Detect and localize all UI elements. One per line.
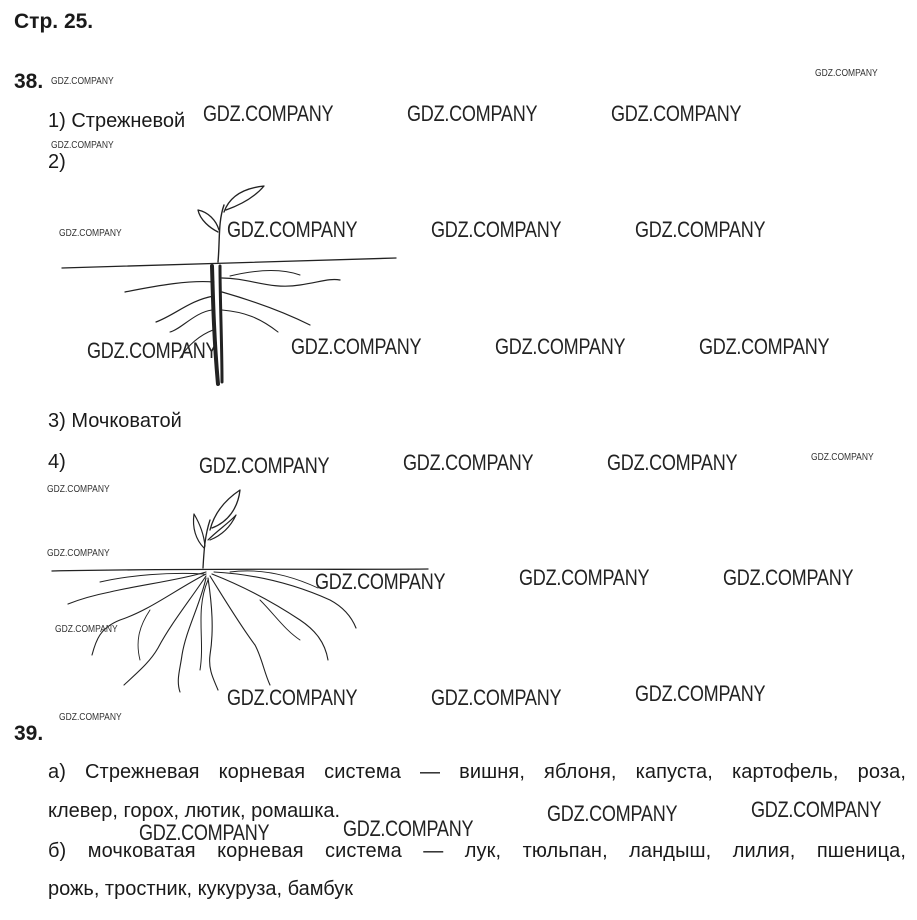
task-39-answer-a-line-2: клевер, горох, лютик, ромашка.: [48, 800, 341, 822]
task-38-number: 38.: [14, 70, 44, 93]
task-38-item-4: 4): [48, 451, 66, 473]
watermark: GDZ.COMPANY: [699, 334, 830, 359]
watermark: GDZ.COMPANY: [203, 101, 334, 126]
watermark: GDZ.COMPANY: [403, 450, 534, 475]
watermark: GDZ.COMPANY: [611, 101, 742, 126]
watermark: GDZ.COMPANY: [343, 816, 474, 841]
watermark: GDZ.COMPANY: [635, 217, 766, 242]
watermark: GDZ.COMPANY: [139, 820, 270, 845]
task-39-answer-b-line-2: рожь, тростник, кукуруза, бамбук: [48, 878, 354, 900]
watermark-small: GDZ.COMPANY: [55, 624, 118, 635]
task-39-answer-a-line-1: а) Стрежневая корневая система — вишня, яблоня, капуста, картофель, роза,: [48, 761, 906, 783]
watermark: GDZ.COMPANY: [431, 685, 562, 710]
task-38-item-1: 1) Стрежневой: [48, 110, 186, 132]
watermark: GDZ.COMPANY: [431, 217, 562, 242]
watermark: GDZ.COMPANY: [751, 797, 882, 822]
watermark: GDZ.COMPANY: [407, 101, 538, 126]
watermark: GDZ.COMPANY: [227, 217, 358, 242]
watermark: GDZ.COMPANY: [227, 685, 358, 710]
watermark: GDZ.COMPANY: [199, 453, 330, 478]
watermark-small: GDZ.COMPANY: [51, 76, 114, 87]
watermark-small: GDZ.COMPANY: [59, 712, 122, 723]
watermark: GDZ.COMPANY: [723, 565, 854, 590]
task-39-answer-b-line-1: б) мочковатая корневая система — лук, тюльпан, ландыш, лилия, пшеница,: [48, 840, 906, 862]
watermark-small: GDZ.COMPANY: [815, 68, 878, 79]
page-number: Стр. 25.: [14, 10, 94, 33]
watermark: GDZ.COMPANY: [607, 450, 738, 475]
watermark: GDZ.COMPANY: [315, 569, 446, 594]
watermark: GDZ.COMPANY: [519, 565, 650, 590]
task-39-number: 39.: [14, 722, 44, 745]
watermark-small: GDZ.COMPANY: [51, 140, 114, 151]
watermark: GDZ.COMPANY: [635, 681, 766, 706]
task-38-item-2: 2): [48, 151, 66, 173]
watermark-small: GDZ.COMPANY: [47, 484, 110, 495]
task-38-item-3: 3) Мочковатой: [48, 410, 182, 432]
watermark-small: GDZ.COMPANY: [811, 452, 874, 463]
watermark: GDZ.COMPANY: [291, 334, 422, 359]
watermark: GDZ.COMPANY: [547, 801, 678, 826]
watermark-small: GDZ.COMPANY: [47, 548, 110, 559]
watermark-small: GDZ.COMPANY: [59, 228, 122, 239]
watermark: GDZ.COMPANY: [87, 338, 218, 363]
watermark: GDZ.COMPANY: [495, 334, 626, 359]
